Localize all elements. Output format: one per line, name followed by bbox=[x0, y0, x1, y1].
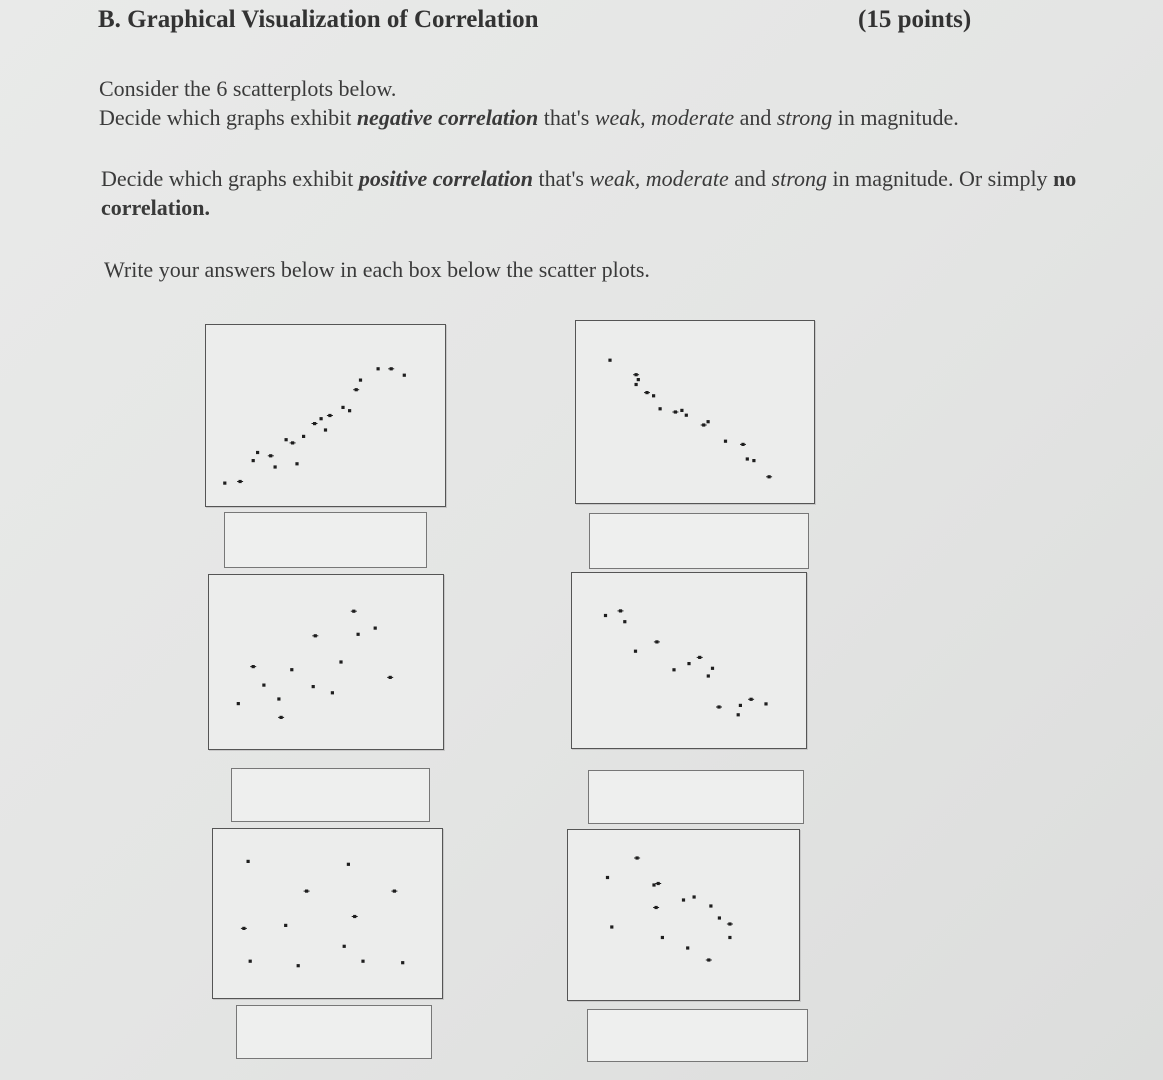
scatter-point bbox=[716, 705, 722, 708]
scatter-point bbox=[766, 475, 772, 478]
scatter-point bbox=[331, 691, 334, 694]
scatter-point bbox=[764, 702, 767, 705]
scatterplot-4 bbox=[571, 572, 807, 749]
instruction-line-1: Consider the 6 scatterplots below. bbox=[99, 76, 397, 101]
scatter-point bbox=[295, 462, 298, 465]
scatter-point bbox=[401, 961, 404, 964]
scatterplot-1 bbox=[205, 324, 446, 507]
scatter-point bbox=[604, 614, 607, 617]
scatter-point bbox=[278, 716, 284, 719]
scatter-point bbox=[341, 406, 344, 409]
scatter-point bbox=[693, 895, 696, 898]
scatter-point bbox=[277, 697, 280, 700]
scatter-point bbox=[262, 684, 265, 687]
scatter-point bbox=[377, 367, 380, 370]
scatterplot-3-canvas bbox=[209, 575, 443, 749]
scatter-point bbox=[748, 698, 754, 701]
scatter-point bbox=[357, 633, 360, 636]
scatter-point bbox=[387, 676, 393, 679]
scatter-point bbox=[324, 428, 327, 431]
scatter-point bbox=[391, 890, 397, 893]
scatter-point bbox=[661, 936, 664, 939]
scatter-point bbox=[223, 482, 226, 485]
answer-box-2[interactable] bbox=[589, 513, 809, 569]
scatter-point bbox=[724, 440, 727, 443]
scatterplot-1-canvas bbox=[206, 325, 445, 506]
scatter-point bbox=[361, 960, 364, 963]
scatter-point bbox=[685, 414, 688, 417]
scatter-point bbox=[302, 435, 305, 438]
scatter-point bbox=[687, 662, 690, 665]
answer-box-4[interactable] bbox=[588, 770, 804, 824]
scatter-point bbox=[610, 925, 613, 928]
scatter-point bbox=[237, 702, 240, 705]
scatter-point bbox=[728, 936, 731, 939]
scatter-point bbox=[746, 457, 749, 460]
instruction-line-2: Decide which graphs exhibit negative correlation that's weak, moderate and strong in magnitude. bbox=[99, 105, 959, 130]
scatter-point bbox=[635, 383, 638, 386]
scatter-point bbox=[652, 394, 655, 397]
scatter-point bbox=[739, 704, 742, 707]
scatter-point bbox=[359, 379, 362, 382]
scatter-point bbox=[652, 883, 655, 886]
scatter-point bbox=[740, 443, 746, 446]
scatterplot-6 bbox=[567, 829, 800, 1001]
scatter-point bbox=[347, 863, 350, 866]
scatter-point bbox=[312, 422, 318, 425]
scatter-point bbox=[672, 668, 675, 671]
scatter-point bbox=[320, 417, 323, 420]
scatter-point bbox=[701, 423, 707, 426]
scatter-point bbox=[353, 388, 359, 391]
scatter-point bbox=[284, 924, 287, 927]
scatter-point bbox=[634, 650, 637, 653]
scatter-point bbox=[682, 898, 685, 901]
answer-box-1[interactable] bbox=[224, 512, 427, 568]
scatter-point bbox=[290, 668, 293, 671]
scatter-point bbox=[374, 627, 377, 630]
scatter-point bbox=[351, 610, 357, 613]
scatterplot-6-canvas bbox=[568, 830, 799, 1000]
scatter-point bbox=[290, 441, 296, 444]
scatter-point bbox=[312, 634, 318, 637]
scatterplot-2 bbox=[575, 320, 815, 504]
scatter-point bbox=[686, 946, 689, 949]
scatter-point bbox=[343, 945, 346, 948]
scatter-point bbox=[707, 420, 710, 423]
scatter-point bbox=[637, 378, 640, 381]
scatter-point bbox=[352, 915, 358, 918]
scatterplot-2-canvas bbox=[576, 321, 814, 503]
instruction-line-3: Decide which graphs exhibit positive correlation that's weak, moderate and strong in magnitude. Or simply no correlation. bbox=[101, 166, 1077, 220]
scatter-point bbox=[711, 667, 714, 670]
scatter-point bbox=[403, 374, 406, 377]
positive-correlation-text: positive correlation bbox=[358, 166, 533, 191]
scatter-point bbox=[250, 665, 256, 668]
answer-box-5[interactable] bbox=[236, 1005, 432, 1059]
scatter-point bbox=[709, 904, 712, 907]
negative-correlation-text: negative correlation bbox=[356, 105, 539, 130]
scatter-point bbox=[655, 882, 661, 885]
section-title: B. Graphical Visualization of Correlation bbox=[98, 6, 539, 33]
scatter-point bbox=[312, 685, 315, 688]
scatter-point bbox=[297, 964, 300, 967]
scatterplot-5-canvas bbox=[213, 829, 442, 998]
scatter-point bbox=[644, 391, 650, 394]
scatter-point bbox=[706, 958, 712, 961]
scatter-point bbox=[659, 407, 662, 410]
scatter-point bbox=[304, 890, 310, 893]
scatter-point bbox=[608, 359, 611, 362]
scatter-point bbox=[737, 713, 740, 716]
scatter-point bbox=[249, 960, 252, 963]
instructions-paragraph-1 bbox=[99, 74, 959, 132]
scatter-point bbox=[718, 916, 721, 919]
scatterplot-5 bbox=[212, 828, 443, 999]
scatter-point bbox=[623, 620, 626, 623]
scatter-point bbox=[606, 876, 609, 879]
scatter-point bbox=[707, 674, 710, 677]
scatter-point bbox=[327, 414, 333, 417]
scatter-point bbox=[727, 922, 733, 925]
scatter-point bbox=[633, 373, 639, 376]
scatter-point bbox=[654, 640, 660, 643]
scatter-point bbox=[388, 367, 394, 370]
scatterplot-3 bbox=[208, 574, 444, 750]
scatter-point bbox=[672, 410, 678, 413]
scatter-point bbox=[697, 656, 703, 659]
answer-box-6[interactable] bbox=[587, 1009, 808, 1062]
no-correlation-text: no correlation. bbox=[101, 166, 1077, 220]
scatter-point bbox=[653, 906, 659, 909]
scatter-point bbox=[247, 860, 250, 863]
scatter-point bbox=[348, 409, 351, 412]
instruction-line-4: Write your answers below in each box below the scatter plots. bbox=[104, 257, 650, 282]
scatter-point bbox=[339, 660, 342, 663]
answer-box-3[interactable] bbox=[231, 768, 430, 822]
scatter-point bbox=[634, 856, 640, 859]
scatter-point bbox=[268, 454, 274, 457]
scatter-point bbox=[680, 409, 683, 412]
points-label: (15 points) bbox=[858, 6, 972, 33]
scatter-point bbox=[256, 451, 259, 454]
scatter-point bbox=[237, 480, 243, 483]
scatter-point bbox=[285, 438, 288, 441]
scatterplot-4-canvas bbox=[572, 573, 806, 748]
scatter-point bbox=[274, 465, 277, 468]
scatter-point bbox=[618, 609, 624, 612]
scatter-point bbox=[252, 459, 255, 462]
scatter-point bbox=[241, 927, 247, 930]
scatter-point bbox=[752, 459, 755, 462]
